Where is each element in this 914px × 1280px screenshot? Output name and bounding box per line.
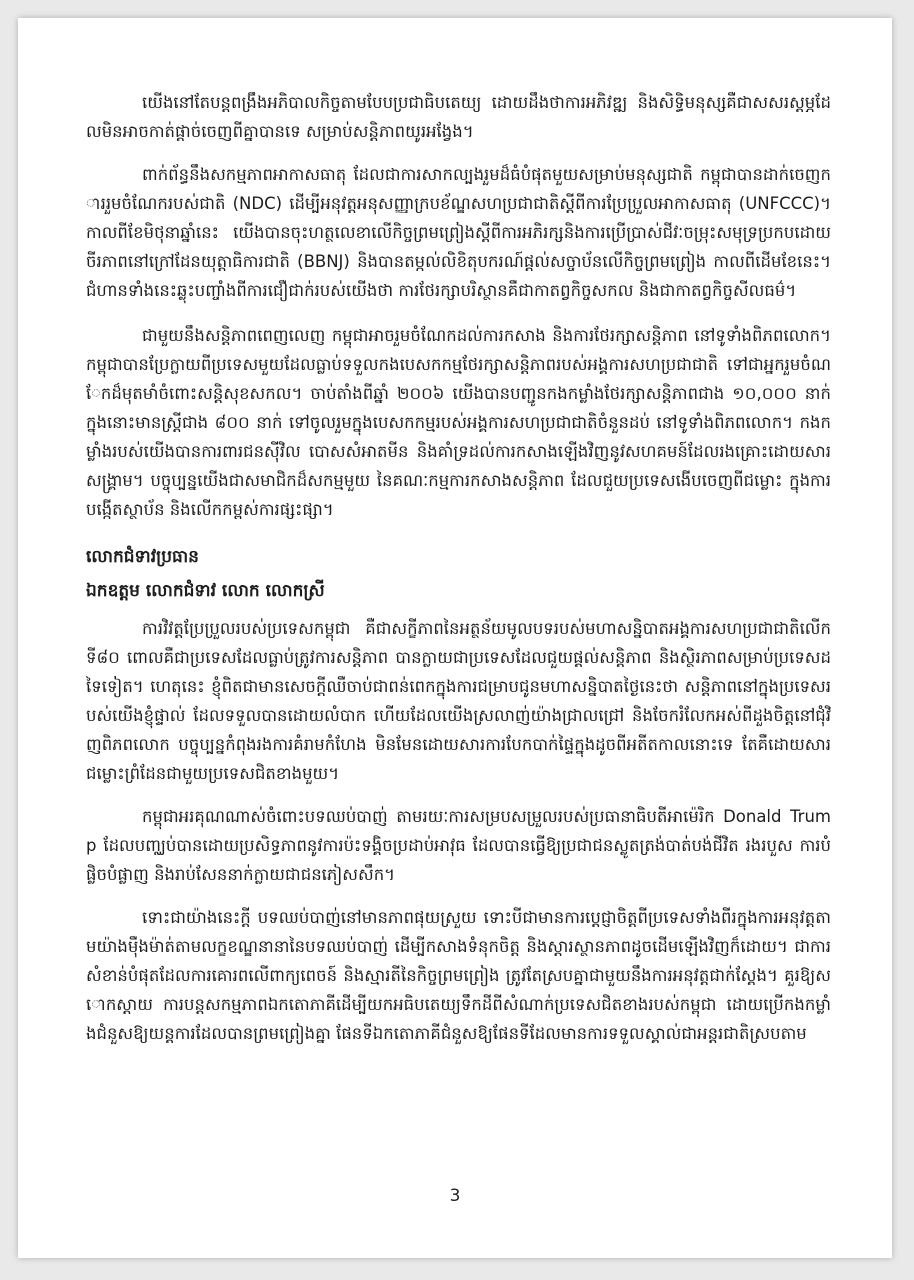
paragraph-transformation: ការវិវត្តប្រែប្រួលរបស់ប្រទេសកម្ពុជា គឺជាសក្ខីភាពនៃអត្ថន័យមូលបទរបស់មហាសន្និបាតអង្គការសហប្រជាជាតិលើកទី៨០ ពោលគឺជាប្រទេសដែលធ្លាប់ត្រូវការសន្តិភាព បានក្លាយជាប្រទេសដែលជួយផ្តល់សន្តិភាព និងស្ថិរភាពសម្រាប់ប្រទេសដទៃទៀត។ ហេតុនេះ ខ្ញុំពិតជាមានសេចក្តីឈឺចាប់ជាពន់ពេកក្នុងការជម្រាបជូនមហាសន្និបាតថ្ងៃនេះថា សន្តិភាពនៅក្នុងប្រទេសរបស់យើងខ្ញុំផ្ទាល់ ដែលទទួលបានដោយលំបាក ហើយដែលយើងស្រលាញ់យ៉ាងជ្រាលជ្រៅ និងចែករំលែកអស់ពីដួងចិត្តនៅជុំវិញពិភពលោក បច្ចុប្បន្នកំពុងរងការគំរាមកំហែង មិនមែនដោយសារការបែកបាក់ផ្ទៃក្នុងដូចពីអតីតកាលនោះទេ តែគឺដោយសារជម្លោះព្រំដែនជាមួយប្រទេសជិតខាងមួយ។ xyxy=(86,619,831,783)
heading-excellencies: ឯកឧត្តម លោកជំទាវ លោក លោកស្រី xyxy=(86,581,325,601)
document-page xyxy=(18,18,892,1258)
paragraph-ceasefire-fragile: ទោះជាយ៉ាងនេះក្តី បទឈប់បាញ់នៅមានភាពផុយស្រួយ ទោះបីជាមានការប្តេជ្ញាចិត្តពីប្រទេសទាំងពីរក្នុងការអនុវត្តតាមយ៉ាងម៉ឺងម៉ាត់តាមលក្ខខណ្ឌនានានៃបទឈប់បាញ់ ដើម្បីកសាងទំនុកចិត្ត និងស្តារស្ថានភាពដូចដើមឡើងវិញក៏ដោយ។ ជាការសំខាន់បំផុតដែលការគោរពលើពាក្យពេចន៍ និងស្មារតីនៃកិច្ចព្រមព្រៀង ត្រូវតែស្របគ្នាជាមួយនឹងការអនុវត្តជាក់ស្តែង។ គួរឱ្យសោកស្តាយ ការបន្តសកម្មភាពឯកតោភាគីដើម្បីយកអធិបតេយ្យទឹកដីពីសំណាក់ប្រទេសជិតខាងរបស់កម្ពុជា ដោយប្រើកងកម្លាំងជំនួសឱ្យយន្តការដែលបានព្រមព្រៀងគ្នា ផែនទីឯកតោភាគីជំនួសឱ្យផែនទីដែលមានការទទួលស្គាល់ជាអន្តរជាតិស្របតាម xyxy=(86,908,831,1043)
document-body xyxy=(86,88,831,1062)
heading-madam-president: លោកជំទាវប្រធាន xyxy=(86,547,199,567)
page-number: 3 xyxy=(449,1186,461,1206)
paragraph-peacekeeping: ជាមួយនឹងសន្តិភាពពេញលេញ កម្ពុជាអាចរួមចំណែកដល់ការកសាង និងការថែរក្សាសន្តិភាព នៅទូទាំងពិភពលោក។ កម្ពុជាបានប្រែក្លាយពីប្រទេសមួយដែលធ្លាប់ទទួលកងបេសកកម្មថែរក្សាសន្តិភាពរបស់អង្គការសហប្រជាជាតិ ទៅជាអ្នករួមចំណែកដ៏មុតមាំចំពោះសន្តិសុខសកល។ ចាប់តាំងពីឆ្នាំ ២០០៦ យើងបានបញ្ជូនកងកម្លាំងថែរក្សាសន្តិភាពជាង ១០,០០០ នាក់ ក្នុងនោះមានស្ត្រីជាង ៨០០ នាក់ ទៅចូលរួមក្នុងបេសកកម្មរបស់អង្គការសហប្រជាជាតិចំនួនដប់ នៅទូទាំងពិភពលោក។ កងកម្លាំងរបស់យើងបានការពារជនស៊ីវិល បោសសំអាតមីន និងគាំទ្រដល់ការកសាងឡើងវិញនូវសហគមន៍ដែលរងគ្រោះដោយសារសង្គ្រាម។ បច្ចុប្បន្នយើងជាសមាជិកដ៏សកម្មមួយ នៃគណៈកម្មការកសាងសន្តិភាព ដែលជួយប្រទេសងើបចេញពីជម្លោះ ក្នុងការបង្កើតស្ថាប័ន និងលើកកម្ពស់ការផ្សះផ្សា។ xyxy=(86,326,831,519)
paragraph-governance: យើងនៅតែបន្តពង្រឹងអភិបាលកិច្ចតាមបែបប្រជាធិបតេយ្យ ដោយដឹងថាការអភិវឌ្ឍ និងសិទ្ធិមនុស្សគឺជាសសរស្តម្ភដែលមិនអាចកាត់ផ្តាច់ចេញពីគ្នាបានទេ សម្រាប់សន្តិភាពយូរអង្វែង។ xyxy=(86,93,831,141)
paragraph-ceasefire-thanks: កម្ពុជាអរគុណណាស់ចំពោះបទឈប់បាញ់ តាមរយៈការសម្របសម្រួលរបស់ប្រធានាធិបតីអាម៉េរិក Donald Trump ដែលបញ្ឈប់បានដោយប្រសិទ្ធភាពនូវការប៉ះទង្គិចប្រដាប់អាវុធ ដែលបានធ្វើឱ្យប្រជាជនស្លូតត្រង់បាត់បង់ជីវិត រងរបួស ការបំផ្លិចបំផ្លាញ និងរាប់សែននាក់ក្លាយជាជនភៀសសឹក។ xyxy=(86,807,831,884)
paragraph-climate-action: ពាក់ព័ន្ធនឹងសកម្មភាពអាកាសធាតុ ដែលជាការសាកល្បងរួមដ៏ធំបំផុតមួយសម្រាប់មនុស្សជាតិ កម្ពុជាបានដាក់ចេញការរួមចំណែករបស់ជាតិ (NDC) ដើម្បីអនុវត្តអនុសញ្ញាក្របខ័ណ្ឌសហប្រជាជាតិស្តីពីការប្រែប្រួលអាកាសធាតុ (UNFCCC)។ កាលពីខែមិថុនាឆ្នាំនេះ យើងបានចុះហត្ថលេខាលើកិច្ចព្រមព្រៀងស្តីពីការអភិរក្សនិងការប្រើប្រាស់ជីវៈចម្រុះសមុទ្រប្រកបដោយចីរភាពនៅក្រៅដែនយុត្តាធិការជាតិ (BBNJ) និងបានតម្កល់លិខិតុបករណ៍ផ្តល់សច្ចាប័នលើកិច្ចព្រមព្រៀង កាលពីដើមខែនេះ។ ជំហានទាំងនេះឆ្លុះបញ្ចាំងពីការជឿជាក់របស់យើងថា ការថែរក្សាបរិស្ថានគឺជាកាតព្វកិច្ចសកល និងជាកាតព្វកិច្ចសីលធម៌។ xyxy=(86,165,831,300)
